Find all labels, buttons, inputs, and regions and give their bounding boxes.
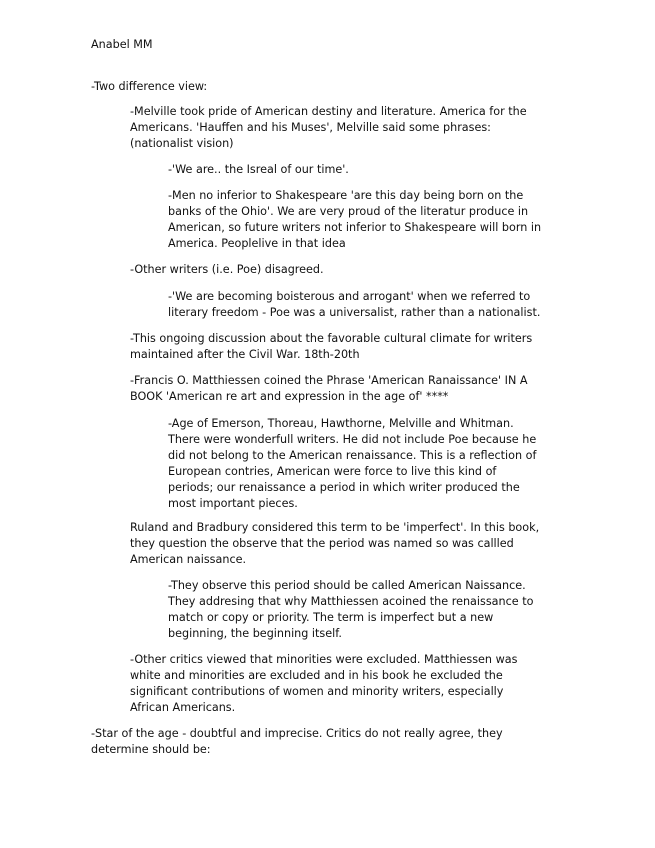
paragraph-naissance: -They observe this period should be called American Naissance. They addresing that why Matthiessen acoined the renaissance to match or copy or priority. The term is imperfect but a new beginning, the beginning itself. [168, 579, 534, 640]
paragraph-age-of-emerson: -Age of Emerson, Thoreau, Hawthorne, Melville and Whitman. There were wonderfull writers. He did not include Poe because he did not belong to the American renaissance. This is a reflection of European contries, American were force to live this kind of periods; our renaissance a period in which writer produced the most important pieces. [168, 417, 537, 510]
paragraph-shakespeare: -Men no inferior to Shakespeare 'are this day being born on the banks of the Ohio'. We are very proud of the literatur produce in American, so future writers not inferior to Shakespeare will born in America. Peoplelive in that idea [168, 189, 542, 250]
paragraph-poe-universalist: -'We are becoming boisterous and arrogant' when we referred to literary freedom - Poe was a universalist, rather than a nationalist. [168, 290, 541, 319]
paragraph-ruland-bradbury: Ruland and Bradbury considered this term to be 'imperfect'. In this book, they question the observe that the period was named so was callled American naissance. [130, 521, 540, 566]
paragraph-other-writers: -Other writers (i.e. Poe) disagreed. [130, 263, 324, 276]
paragraph-two-views: -Two difference view: [91, 80, 208, 93]
paragraph-matthiessen: -Francis O. Matthiessen coined the Phrase 'American Ranaissance' IN A BOOK 'American re art and expression in the age of' **** [130, 374, 528, 403]
paragraph-other-critics: -Other critics viewed that minorities were excluded. Matthiessen was white and minorities are excluded and in his book he excluded the significant contributions of women and minority writers, especially African Americans. [130, 653, 518, 714]
paragraph-israel-quote: -'We are.. the Isreal of our time'. [168, 163, 349, 176]
paragraph-ongoing-discussion: -This ongoing discussion about the favorable cultural climate for writers maintained after the Civil War. 18th-20th [130, 332, 533, 361]
author-name: Anabel MM [91, 38, 153, 51]
paragraph-melville-pride: -Melville took pride of American destiny and literature. America for the Americans. 'Hauffen and his Muses', Melville said some phrases: (nationalist vision) [130, 105, 527, 150]
paragraph-star-of-the-age: -Star of the age - doubtful and imprecise. Critics do not really agree, they determine should be: [91, 727, 503, 756]
